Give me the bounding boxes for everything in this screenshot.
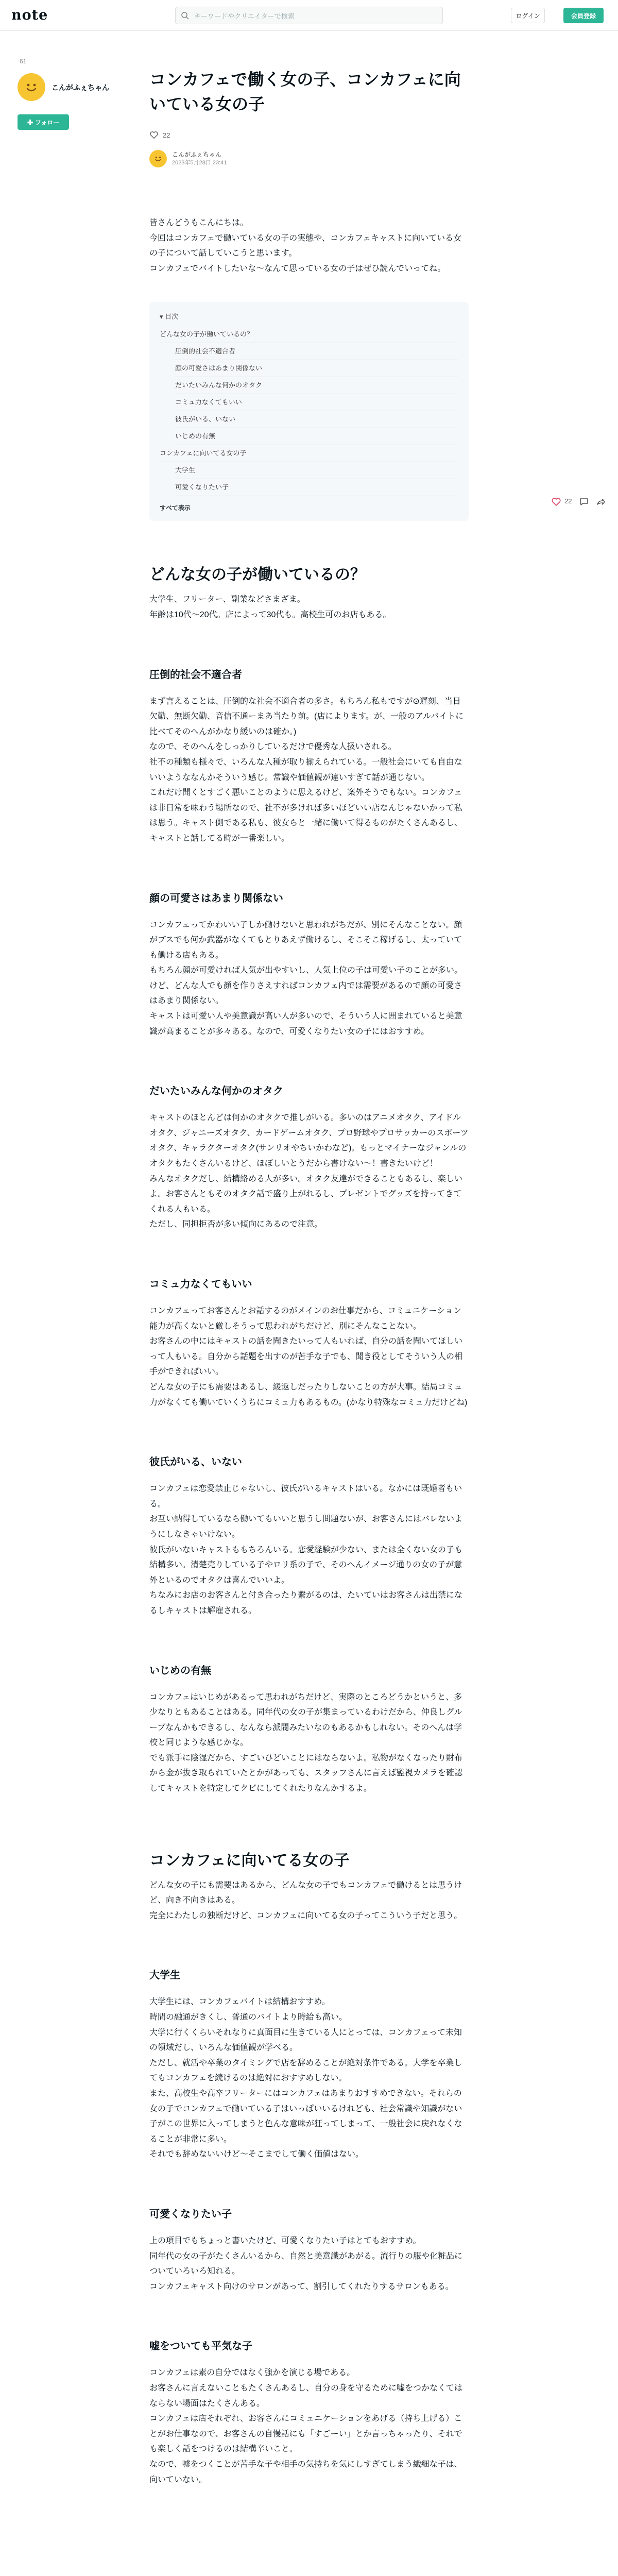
- intro-paragraph: 今回はコンカフェで働いている女の子の実態や、コンカフェキャストに向いている女の子について話していこうと思います。: [149, 233, 462, 258]
- like-count: 22: [163, 131, 170, 139]
- subsection-heading: 彼氏がいる、いない: [149, 1456, 242, 1468]
- share-icon[interactable]: [595, 497, 606, 507]
- follow-label: フォロー: [35, 118, 60, 126]
- login-button[interactable]: ログイン: [511, 8, 545, 23]
- section-paragraph: それでも辞めないいけど〜そこまでして働く価値はない。: [149, 2150, 364, 2159]
- section-paragraph: お互い納得しているなら働いてもいいと思うし問題ないが、お客さんにはバレないようにしなきゃいけない。: [149, 1515, 463, 1539]
- search-icon: [181, 11, 189, 20]
- section-paragraph: もちろん顔が可愛ければ人気が出やすいし、人気上位の子は可愛い子のことが多い。けど、どんな人でも顔を作りさえすればコンカフェ内では需要があるので顔の可愛さはあまり関係ない。: [149, 966, 463, 1006]
- toc-item[interactable]: 可愛くなりたい子: [175, 479, 458, 496]
- publish-date: 2023年5月28日 23:41: [172, 159, 227, 166]
- toc-item[interactable]: 大学生: [175, 462, 458, 479]
- section-paragraph: コンカフェは素の自分ではなく強かを演じる場である。: [149, 2368, 355, 2378]
- section-paragraph: 彼氏がいないキャストももちろんいる。恋愛経験が少ない、または全くない女の子も結構多い。清楚売りしている子やロリ系の子で、そのへんイメージ通りの女の子が意外といるのでオタクは喜んでいいよ。: [149, 1545, 463, 1585]
- section-paragraph: 年齢は10代〜20代。店によって30代も。高校生可のお店もある。: [149, 610, 391, 619]
- subsection-heading: 可愛くなりたい子: [149, 2208, 232, 2220]
- section-paragraph: 大学に行くくらいそれなりに真面目に生きている人にとっては、コンカフェって未知の領域だし、いろんな価値観が学べる。: [149, 2028, 462, 2053]
- site-header: [0, 0, 618, 31]
- sub-section: [149, 2338, 469, 2487]
- subsection-heading: いじめの有無: [149, 1665, 211, 1676]
- sub-section: [149, 1968, 469, 2162]
- section-paragraph: でも派手に陰湿だから、すごいひどいことにはならないよ。私物がなくなったり財布から金が抜き取られていたとかがあっても、スタッフさんに言えば監視カメラを確認してキャストを特定してクビにしてくれたりなんかするよ。: [149, 1753, 463, 1793]
- section-paragraph: コンカフェキャスト向けのサロンがあって、割引してくれたりするサロンもある。: [149, 2282, 454, 2291]
- subsection-heading: 嘘をついても平気な子: [149, 2341, 252, 2352]
- section-paragraph: また、高校生や高卒フリーターにはコンカフェはあまりおすすめできない。それらの女の子でコンカフェで働いている子はいっぱいいるけれども、社会常識や知識がない子がこの世界に入ってしまうと色んな意味が狂ってしまって、一般社会に戻れなくなることが非常に多い。: [149, 2089, 462, 2144]
- section-paragraph: ちなみにお店のお客さんと付き合ったり繋がるのは、たいていはお客さんは出禁になるしキャストは解雇される。: [149, 1591, 463, 1615]
- section-paragraph: 完全にわたしの独断だけど、コンカフェに向いてる女の子ってこういう子だと思う。: [149, 1911, 462, 1920]
- section-paragraph: 時間の融通がきくし、普通のバイトより時給も高い。: [149, 2013, 348, 2022]
- section-paragraph: 社不の種類も様々で、いろんな人種が取り揃えられている。一般社会にいても自由ないいようななんかそういう感じ。常識や価値観が違いすぎて話が通じない。: [149, 757, 462, 782]
- sub-section: [149, 1083, 469, 1232]
- section-paragraph: どんな女の子にも需要はあるから、どんな女の子でもコンカフェで働けるとは思うけど、向き不向きはある。: [149, 1880, 462, 1905]
- section-paragraph: みんなオタクだし、結構絡める人が多い。オタク友達ができることもあるし、楽しいよ。お客さんともそのオタク話で盛り上がれるし、プレゼントでグッズを持ってきてくれる人もいる。: [149, 1174, 463, 1214]
- sub-section: [149, 1663, 469, 1797]
- toc-item[interactable]: 圧倒的社会不適合者: [175, 343, 458, 360]
- section-paragraph: まず言えることは、圧倒的な社会不適合者の多さ。もちろん私もですが⊙遅刻、当日欠勤、無断欠勤、音信不通ーまあ当たり前。(店によります。が、一般のアルバイトに比べてそのへんがかなり緩いのは確か。): [149, 697, 464, 736]
- like-bar: [149, 130, 469, 140]
- search-input[interactable]: [193, 10, 437, 22]
- article-title: コンカフェで働く女の子、コンカフェに向いている女の子: [149, 70, 461, 113]
- section-paragraph: コンカフェってお客さんとお話するのがメインのお仕事だから、コミュニケーション能力が高くないと厳しそうって思われがちだけど、別にそんなことない。: [149, 1307, 461, 1331]
- major-section: [149, 1850, 469, 1924]
- section-paragraph: 同年代の女の子がたくさんいるから、自然と美意識があがる。流行りの服や化粧品についていろいろ知れる。: [149, 2251, 463, 2276]
- subsection-heading: 大学生: [149, 1970, 180, 1981]
- intro-paragraph: コンカフェでバイトしたいな〜なんて思っている女の子はぜひ読んでいってね。: [149, 264, 446, 273]
- sub-section: [149, 1277, 469, 1410]
- subsection-heading: 圧倒的社会不適合者: [149, 669, 242, 681]
- person-plus-icon: ✚: [27, 118, 33, 126]
- section-paragraph: 大学生には、コンカフェバイトは結構おすすめ。: [149, 1997, 330, 2007]
- sub-section: [149, 1454, 469, 1618]
- toc-item[interactable]: どんな女の子が働いているの？: [160, 326, 458, 343]
- section-paragraph: コンカフェは恋愛禁止じゃないし、彼氏がいるキャストはいる。なかには既婚者もいる。: [149, 1484, 462, 1509]
- section-paragraph: コンカフェは店それぞれ、お客さんにコミュニケーションをあげる（持ち上げる）ことがお仕事なので、お客さんの自慢話にも「すごーい」とか言っちゃったり、それでも楽しく話をつけるのは結構辛いこと。: [149, 2414, 462, 2454]
- toc-heading[interactable]: ▾ 目次: [160, 313, 179, 321]
- section-paragraph: これだけ聞くとすごく悪いことのように思えるけど、案外そうでもない。コンカフェは非日常を味わう場所なので、社不が多ければ多いほどいい店なんじゃないかって私は思う。キャスト側である私も、彼女らと一緒に働いて得るものがたくさんあるし、キャストと話してる時が一番楽しい。: [149, 788, 463, 843]
- section-paragraph: どんな女の子にも需要はあるし、緩返しだったりしないことの方が大事。結局コミュ力がなくても働いていくうちにコミュ力もあるもの。(かなり特殊なコミュ力だけどね): [149, 1382, 468, 1407]
- toc-item[interactable]: コンカフェに向いてる女の子: [160, 445, 458, 462]
- toc-item[interactable]: だいたいみんな何かのオタク: [175, 377, 458, 394]
- major-section: [149, 564, 469, 622]
- section-paragraph: お客さんの中にはキャストの話を聞きたいって人もいれば、自分の話を聞いてほしいって人もいる。自分から話題を出すのが苦手な子でも、聞き役としてそういう人の相手ができればいい。: [149, 1337, 463, 1377]
- section-paragraph: お客さんに言えないこともたくさんあるし、自分の身を守るために嘘をつかなくてはならない場面はたくさんある。: [149, 2383, 463, 2408]
- toc-show-all-button[interactable]: すべて表示: [160, 504, 191, 512]
- toc-item[interactable]: 顔の可愛さはあまり関係ない: [175, 360, 458, 377]
- sub-section: [149, 891, 469, 1040]
- comment-icon[interactable]: [579, 497, 589, 507]
- signup-button[interactable]: 会員登録: [563, 8, 604, 23]
- intro: [149, 215, 469, 276]
- section-paragraph: なので、嘘をつくことが苦手な子や相手の気持ちを気にしすぎてしまう繊細な子は、向いていない。: [149, 2460, 462, 2484]
- floating-actions: [551, 496, 613, 508]
- table-of-contents: [149, 302, 469, 521]
- toc-item[interactable]: 彼氏がいる、いない: [175, 411, 458, 428]
- smiley-face-icon: [152, 152, 164, 165]
- subsection-heading: 顔の可愛さはあまり関係ない: [149, 892, 283, 904]
- sub-section: [149, 2207, 469, 2294]
- author-avatar[interactable]: [149, 150, 167, 167]
- creator-name[interactable]: こんがふぇちゃん: [52, 83, 109, 92]
- section-paragraph: なので、そのへんをしっかりしているだけで優秀な人扱いされる。: [149, 742, 397, 752]
- note-logo[interactable]: note: [11, 7, 48, 23]
- subsection-heading: だいたいみんな何かのオタク: [149, 1086, 283, 1097]
- section-paragraph: 上の項目でもちょっと書いたけど、可愛くなりたい子はとてもおすすめ。: [149, 2236, 421, 2245]
- creator-avatar[interactable]: [18, 73, 45, 101]
- section-paragraph: ただし、同担拒否が多い傾向にあるので注意。: [149, 1220, 323, 1229]
- section-paragraph: キャストのほとんどは何かのオタクで推しがいる。多いのはアニメオタク、アイドルオタク、ジャニーズオタク、カードゲームオタク、プロ野球やプロサッカーのスポーツオタク、キャラクターオタク(サンリオやちいかわなど)。もっとマイナーなジャンルのオタクもたくさんいるけど、ほぼしいとうだから書けない〜！書きたいけど！: [149, 1113, 469, 1168]
- subsection-heading: コミュ力なくてもいい: [149, 1279, 252, 1290]
- section-paragraph: 大学生、フリーター、副業などさまざま。: [149, 595, 305, 604]
- toc-item[interactable]: コミュ力なくてもいい: [175, 394, 458, 411]
- section-heading: コンカフェに向いてる女の子: [149, 1852, 350, 1869]
- section-paragraph: ただし、就活や卒業のタイミングで店を辞めることが絶対条件である。大学を卒業してもコンカフェを続けるのは絶対におすすめしない。: [149, 2058, 462, 2083]
- author-name[interactable]: こんがふぇちゃん: [172, 151, 222, 159]
- follow-button[interactable]: [18, 114, 69, 130]
- creator-count: 61: [20, 58, 27, 65]
- article-body: [149, 215, 469, 2487]
- toc-list: [160, 326, 458, 496]
- article-sections: [149, 564, 469, 2487]
- section-paragraph: コンカフェってかわいい子しか働けないと思われがちだが、別にそんなことない。顔がブスでも何か武器がなくてもとりあえず働けるし、そこそこ稼げるし、太っていても働ける店もある。: [149, 920, 462, 960]
- smiley-face-icon: [21, 77, 42, 97]
- search-box[interactable]: [175, 7, 443, 24]
- article: [149, 67, 469, 2487]
- heart-icon[interactable]: [551, 497, 561, 507]
- intro-paragraph: 皆さんどうもこんにちは。: [149, 218, 249, 227]
- toc-toggle-icon: ▾: [160, 313, 163, 321]
- sub-section: [149, 667, 469, 846]
- heart-icon[interactable]: [149, 130, 159, 140]
- floating-like-count: 22: [564, 497, 572, 505]
- section-paragraph: キャストは可愛い人や美意識が高い人が多いので、そういう人に囲まれていると美意識が高まることが多々ある。なので、可愛くなりたい女の子にはおすすめ。: [149, 1012, 462, 1036]
- toc-item[interactable]: いじめの有無: [175, 428, 458, 445]
- section-heading: どんな女の子が働いているの？: [149, 566, 366, 584]
- section-paragraph: コンカフェはいじめがあるって思われがちだけど、実際のところどうかというと、多少なりともあることはある。同年代の女の子が集まっているわけだから、仲良しグループなんかもできるし、なんなら派閥みたいなのもあるかもしれない。そのへんは学校と同じような感じかな。: [149, 1692, 462, 1748]
- author-block: [149, 149, 469, 168]
